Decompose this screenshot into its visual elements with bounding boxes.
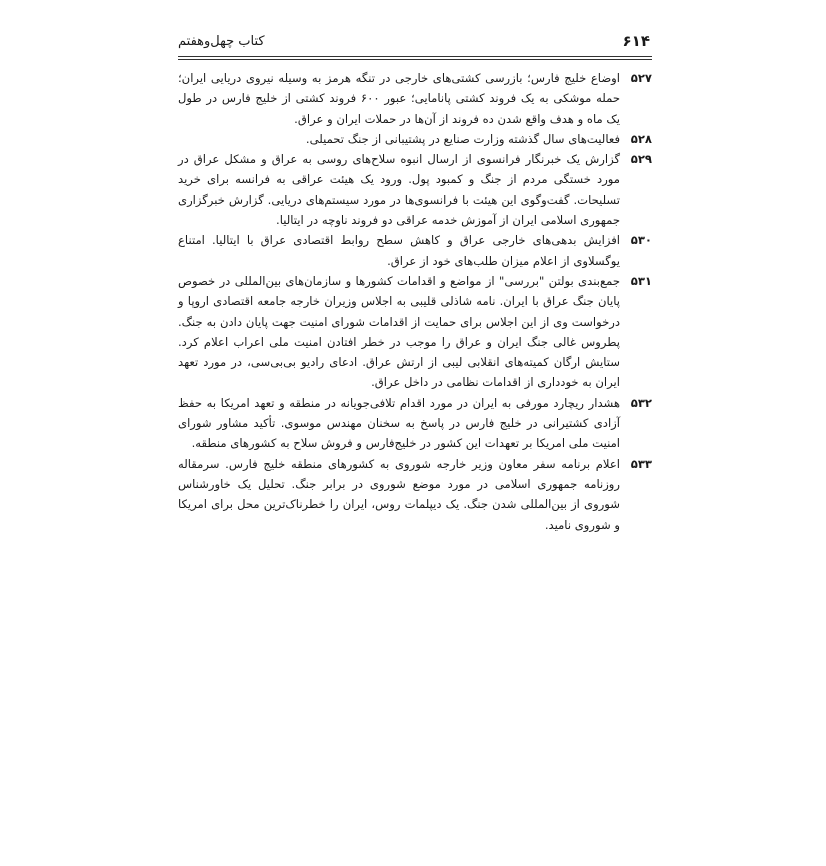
entry-number: ۵۲۹ bbox=[630, 152, 652, 167]
entry-list bbox=[178, 68, 652, 535]
entry-529 bbox=[178, 149, 652, 230]
entry-530 bbox=[178, 230, 652, 271]
entry-text: فعالیت‌های سال گذشته وزارت صنایع در پشتیبانی از جنگ تحمیلی. bbox=[305, 131, 620, 146]
entry-text: هشدار ریچارد مورفی به ایران در مورد اقدام تلافی‌جویانه در منطقه و تعهد امریکا به حفظ آزادی کشتیرانی در خلیج فارس در پاسخ به سخنان مهندس موسوی. تأکید مشاور شورای امنیت ملی امریکا بر تعهدات این کشور در خلیج‌فارس و فروش سلاح به کشورهای منطقه. bbox=[178, 395, 620, 451]
entry-528 bbox=[178, 129, 652, 149]
header-divider-secondary bbox=[178, 59, 652, 60]
entry-531 bbox=[178, 271, 652, 393]
entry-number: ۵۲۷ bbox=[630, 71, 652, 85]
book-title: کتاب چهل‌وهفتم bbox=[178, 34, 265, 49]
page-number: ۶۱۴ bbox=[622, 32, 650, 50]
entry-text: اعلام برنامه سفر معاون وزیر خارجه شوروی به کشورهای منطقه خلیج فارس. سرمقاله روزنامه جمهوری اسلامی در مورد موضع شوروی در برابر جنگ. تحلیل یک خاورشناس شوروی از بین‌المللی شدن جنگ. یک دیپلمات روس، ایران را خطرناک‌ترین محل برای امریکا و شوروی نامید. bbox=[178, 456, 620, 532]
entry-number: ۵۳۳ bbox=[630, 456, 652, 471]
entry-number: ۵۲۸ bbox=[630, 131, 652, 146]
entry-text: افزایش بدهی‌های خارجی عراق و کاهش سطح روابط اقتصادی عراق با ایتالیا. امتناع یوگسلاوی از اعلام میزان طلب‌های خود از عراق. bbox=[178, 233, 620, 268]
entry-text: جمع‌بندی بولتن "بررسی" از مواضع و اقدامات کشورها و سازمان‌های بین‌المللی در خصوص پایان جنگ عراق با ایران. نامه شاذلی قلیبی به اجلاس وزیران خارجه جامعه اقتصادی اروپا و درخواست وی از این اجلاس برای حمایت از اقدامات شورای امنیت جهت پایان دادن به جنگ. پطروس غالی جنگ ایران و عراق را موجب در خطر افتادن امنیت ملی اعراب اعلام کرد. ستایش ارگان کمیته‌های انقلابی لیبی از ارتش عراق. ادعای رادیو بی‌بی‌سی، در مورد تعهد ایران به خودداری از اقدامات نظامی در داخل عراق. bbox=[178, 273, 620, 390]
entry-text: گزارش یک خبرنگار فرانسوی از ارسال انبوه سلاح‌های روسی به عراق و مشکل عراق در مورد خستگی مردم از جنگ و کمبود پول. ورود یک هیئت عراقی به فرانسه برای خرید تسلیحات. گفت‌وگوی این هیئت با فرانسوی‌ها در مورد سیستم‌های دریایی. گزارش خبرگزاری جمهوری اسلامی ایران از آموزش خدمه عراقی دو فروند ناوچه در ایتالیا. bbox=[178, 152, 620, 228]
entry-number: ۵۳۱ bbox=[630, 273, 652, 288]
entry-527 bbox=[178, 68, 652, 129]
header-divider bbox=[178, 56, 652, 57]
entry-532 bbox=[178, 393, 652, 454]
entry-number: ۵۳۰ bbox=[630, 233, 652, 248]
entry-text: اوضاع خلیج فارس؛ بازرسی کشتی‌های خارجی در تنگه هرمز به وسیله نیروی دریایی ایران؛ حمله موشکی به یک فروند کشتی پانامایی؛ عبور ۶۰۰ فروند کشتی از خلیج فارس در طول یک ماه و هدف واقع شدن ده فروند از آن‌ها در حملات ایران و عراق. bbox=[178, 71, 620, 126]
page-header bbox=[178, 30, 652, 56]
entry-533 bbox=[178, 454, 652, 535]
entry-number: ۵۳۲ bbox=[630, 395, 652, 410]
